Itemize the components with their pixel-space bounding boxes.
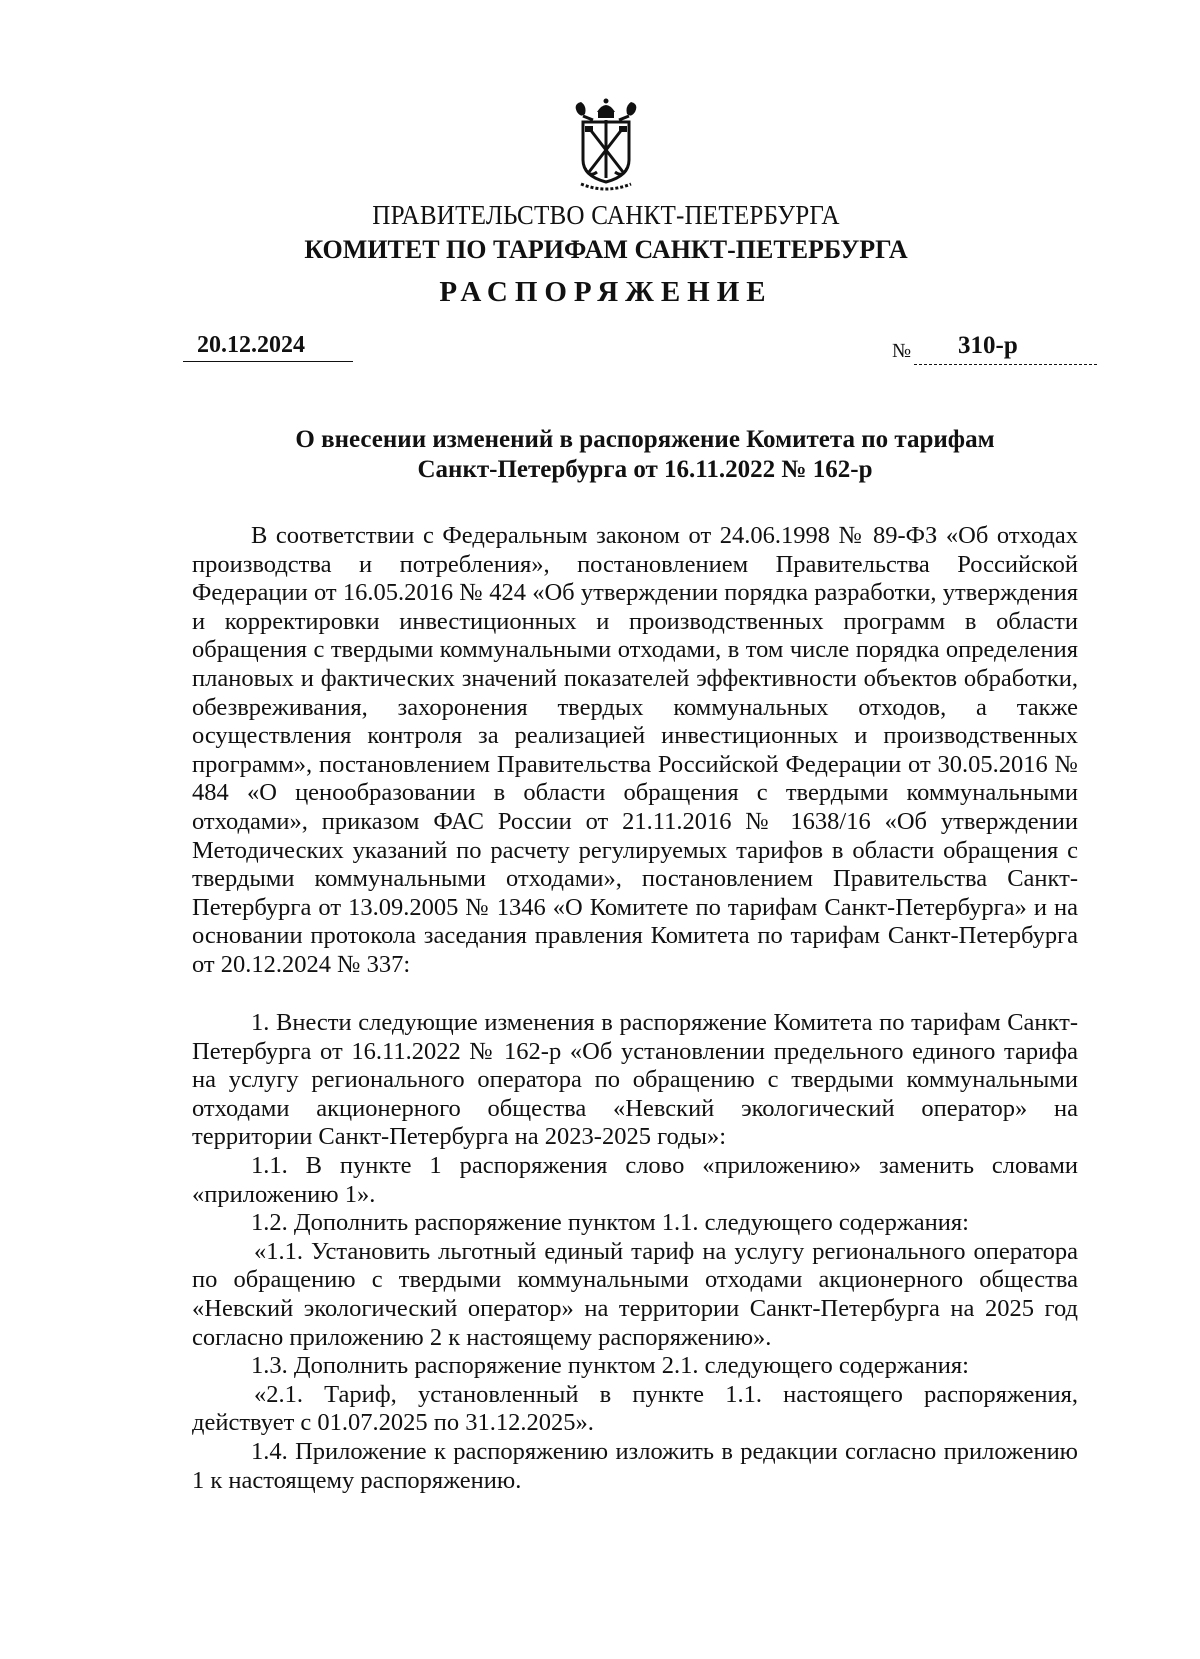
document-date: 20.12.2024 <box>183 332 353 362</box>
quote-1-1: «1.1. Установить льготный единый тариф на услугу регионального оператора по обращению с твердыми коммунальными отходами акционерного общества «Невский экологический оператор» на территории Санкт-Петербурга на 2025 год согласно приложению 2 к настоящему распоряжению». <box>192 1237 1078 1351</box>
subject-line-2: Санкт-Петербурга от 16.11.2022 № 162-р <box>417 456 873 483</box>
item-1-4: 1.4. Приложение к распоряжению изложить в редакции согласно приложению 1 к настоящему распоряжению. <box>192 1437 1078 1494</box>
document-type-title: РАСПОРЯЖЕНИЕ <box>439 276 773 308</box>
number-underline <box>914 364 1097 365</box>
document-number: 310-р <box>958 332 1018 359</box>
committee-name: КОМИТЕТ ПО ТАРИФАМ САНКТ-ПЕТЕРБУРГА <box>304 235 908 264</box>
subject-line-1: О внесении изменений в распоряжение Комитета по тарифам <box>295 426 995 453</box>
resolution-items <box>192 1009 1078 1495</box>
number-sign: № <box>892 340 912 362</box>
spb-coat-of-arms-icon <box>571 98 641 194</box>
document-subject <box>180 425 1110 485</box>
item-1-2: 1.2. Дополнить распоряжение пунктом 1.1. следующего содержания: <box>251 1209 969 1237</box>
preamble-paragraph: В соответствии с Федеральным законом от 24.06.1998 № 89-ФЗ «Об отходах производства и потребления», постановлением Правительства Российской Федерации от 16.05.2016 № 424 «Об утверждении порядка разработки, утверждения и корректировки инвестиционных и производственных программ в области обращения с твердыми коммунальными отходами, в том числе порядка определения плановых и фактических значений показателей эффективности объектов обработки, обезвреживания, захоронения твердых коммунальных отходов, а также осуществления контроля за реализацией инвестиционных и производственных программ», постановлением Правительства Российской Федерации от 30.05.2016 № 484 «О ценообразовании в области обращения с твердыми коммунальными отходами», приказом ФАС России от 21.11.2016 № 1638/16 «Об утверждении Методических указаний по расчету регулируемых тарифов в области обращения с твердыми коммунальными отходами», постановлением Правительства Санкт-Петербурга от 13.09.2005 № 1346 «О Комитете по тарифам Санкт-Петербурга» и на основании протокола заседания правления Комитета по тарифам Санкт-Петербурга от 20.12.2024 № 337: <box>192 522 1078 978</box>
quote-2-1: «2.1. Тариф, установленный в пункте 1.1. настоящего распоряжения, действует с 01.07.2025 по 31.12.2025». <box>192 1380 1078 1437</box>
preamble-section <box>192 522 1078 980</box>
item-1-3: 1.3. Дополнить распоряжение пунктом 2.1. следующего содержания: <box>251 1352 969 1380</box>
item-1-1: 1.1. В пункте 1 распоряжения слово «приложению» заменить словами «приложению 1». <box>192 1151 1078 1208</box>
document-number-field <box>892 332 1097 366</box>
government-name: ПРАВИТЕЛЬСТВО САНКТ-ПЕТЕРБУРГА <box>372 200 840 230</box>
item-1: 1. Внести следующие изменения в распоряжение Комитета по тарифам Санкт-Петербурга от 16.11.2022 № 162-р «Об установлении предельного единого тарифа на услугу регионального оператора по обращению с твердыми коммунальными отходами акционерного общества «Невский экологический оператор» на территории Санкт-Петербурга на 2023-2025 годы»: <box>192 1009 1078 1151</box>
